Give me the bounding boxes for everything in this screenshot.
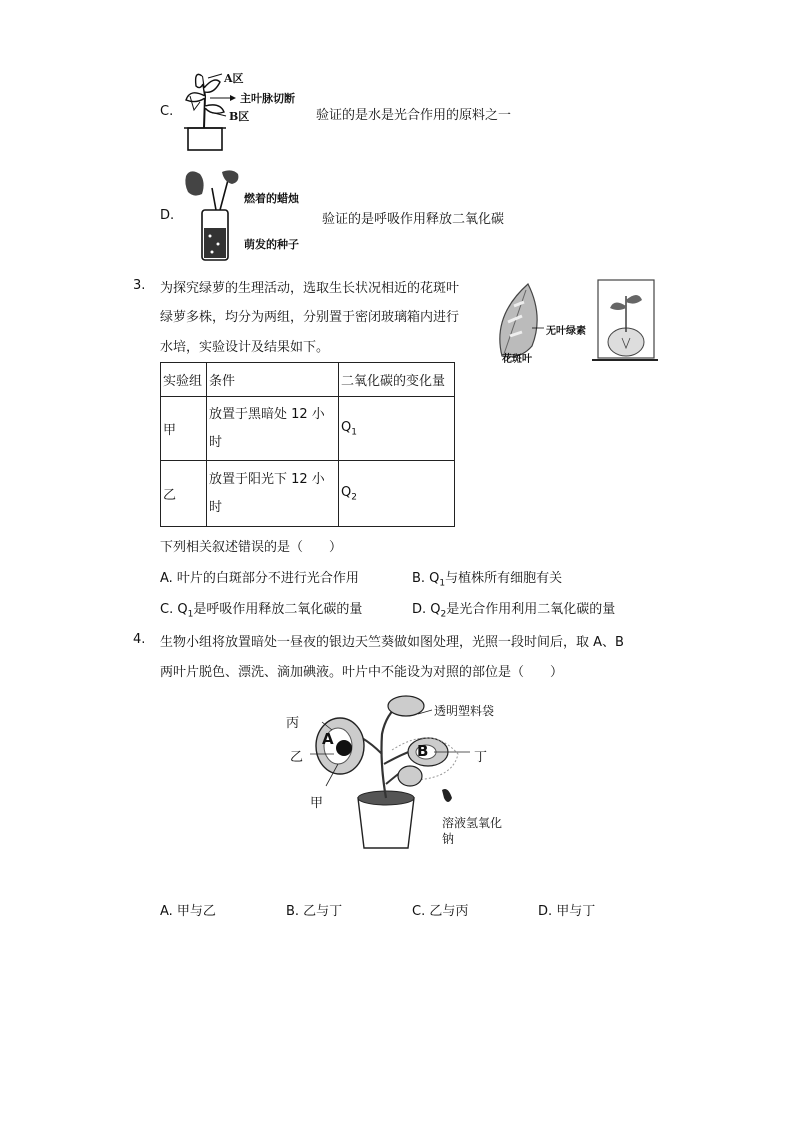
table-header-cell: 二氧化碳的变化量 xyxy=(339,363,455,397)
q4-option-a[interactable]: A. 甲与乙 xyxy=(160,904,216,919)
option-d-text: 验证的是呼吸作用释放二氧化碳 xyxy=(322,212,505,227)
arrow-seeds-label: 萌发的种子 xyxy=(244,238,299,251)
option-d-letter: D. xyxy=(160,208,175,223)
label-leaf-a: A xyxy=(322,730,334,748)
table-cell-condition xyxy=(207,397,339,461)
q4-option-d[interactable]: D. 甲与丁 xyxy=(538,904,596,919)
option-c-letter: C. xyxy=(160,104,174,119)
q4-geranium-figure xyxy=(282,694,522,864)
q3-prompt: 下列相关叙述错误的是（ ） xyxy=(160,540,343,555)
q-symbol: Q xyxy=(341,484,352,500)
condition-line: 放置于阳光下 12 小 xyxy=(209,471,325,487)
label-ding: 丁 xyxy=(474,750,488,765)
q4-line1: 生物小组将放置暗处一昼夜的银边天竺葵做如图处理，光照一段时间后，取 A、B xyxy=(160,635,624,650)
label-plastic-bag: 透明塑料袋 xyxy=(434,704,495,718)
q3-option-d[interactable]: D. $Q_2$是光合作用利用二氧化碳的量 xyxy=(412,602,616,620)
label-zone-a: A区 xyxy=(224,72,244,85)
table-header-row xyxy=(161,363,455,397)
q3-line3: 水培，实验设计及结果如下。 xyxy=(160,340,330,355)
table-cell-group: 甲 xyxy=(161,397,207,461)
table-cell-co2 xyxy=(339,397,455,461)
q4-option-b[interactable]: B. 乙与丁 xyxy=(286,904,343,919)
condition-line: 放置于黑暗处 12 小 xyxy=(209,406,325,422)
label-main-vein-cut: 主叶脉切断 xyxy=(240,92,295,105)
q-symbol: Q xyxy=(341,419,352,435)
condition-line: 时 xyxy=(209,434,223,450)
table-cell-co2 xyxy=(339,461,455,527)
table-cell-group: 乙 xyxy=(161,461,207,527)
label-bing: 丙 xyxy=(286,716,300,731)
q3-option-c[interactable]: C. $Q_1$是呼吸作用释放二氧化碳的量 xyxy=(160,602,363,620)
arrow-candle-label: 燃着的蜡烛 xyxy=(244,192,299,205)
label-variegated-leaf: 花斑叶 xyxy=(502,354,532,365)
label-leaf-b: B xyxy=(417,742,429,760)
q3-line2: 绿萝多株，均分为两组，分别置于密闭玻璃箱内进行 xyxy=(160,310,460,325)
label-yi: 乙 xyxy=(290,750,304,765)
label-naoh-line2: 钠 xyxy=(442,832,455,846)
option-d-jar-figure xyxy=(182,166,242,264)
q4-option-c[interactable]: C. 乙与丙 xyxy=(412,904,469,919)
q4-line2: 两叶片脱色、漂洗、滴加碘液。叶片中不能设为对照的部位是（ ） xyxy=(160,665,564,680)
table-cell-condition xyxy=(207,461,339,527)
table-header-cell: 条件 xyxy=(207,363,339,397)
experiment-table xyxy=(160,362,455,527)
q3-line1: 为探究绿萝的生理活动，选取生长状况相近的花斑叶 xyxy=(160,281,460,296)
q-subscript: 1 xyxy=(351,427,357,438)
q-subscript: 2 xyxy=(351,492,357,503)
table-row xyxy=(161,461,455,527)
label-naoh-line1: 溶液氢氧化 xyxy=(442,816,503,830)
table-row xyxy=(161,397,455,461)
condition-line: 时 xyxy=(209,499,223,515)
q3-number: 3. xyxy=(133,278,146,293)
label-jia: 甲 xyxy=(310,796,324,811)
table-header-cell: 实验组 xyxy=(161,363,207,397)
q3-option-a[interactable]: A. 叶片的白斑部分不进行光合作用 xyxy=(160,571,359,586)
q3-option-b[interactable]: B. $Q_1$与植株所有细胞有关 xyxy=(412,571,563,589)
q4-number: 4. xyxy=(133,632,146,647)
option-c-text: 验证的是水是光合作用的原料之一 xyxy=(316,108,512,123)
label-no-chlorophyll: 无叶绿素 xyxy=(546,326,586,337)
label-zone-b: B区 xyxy=(229,110,250,123)
